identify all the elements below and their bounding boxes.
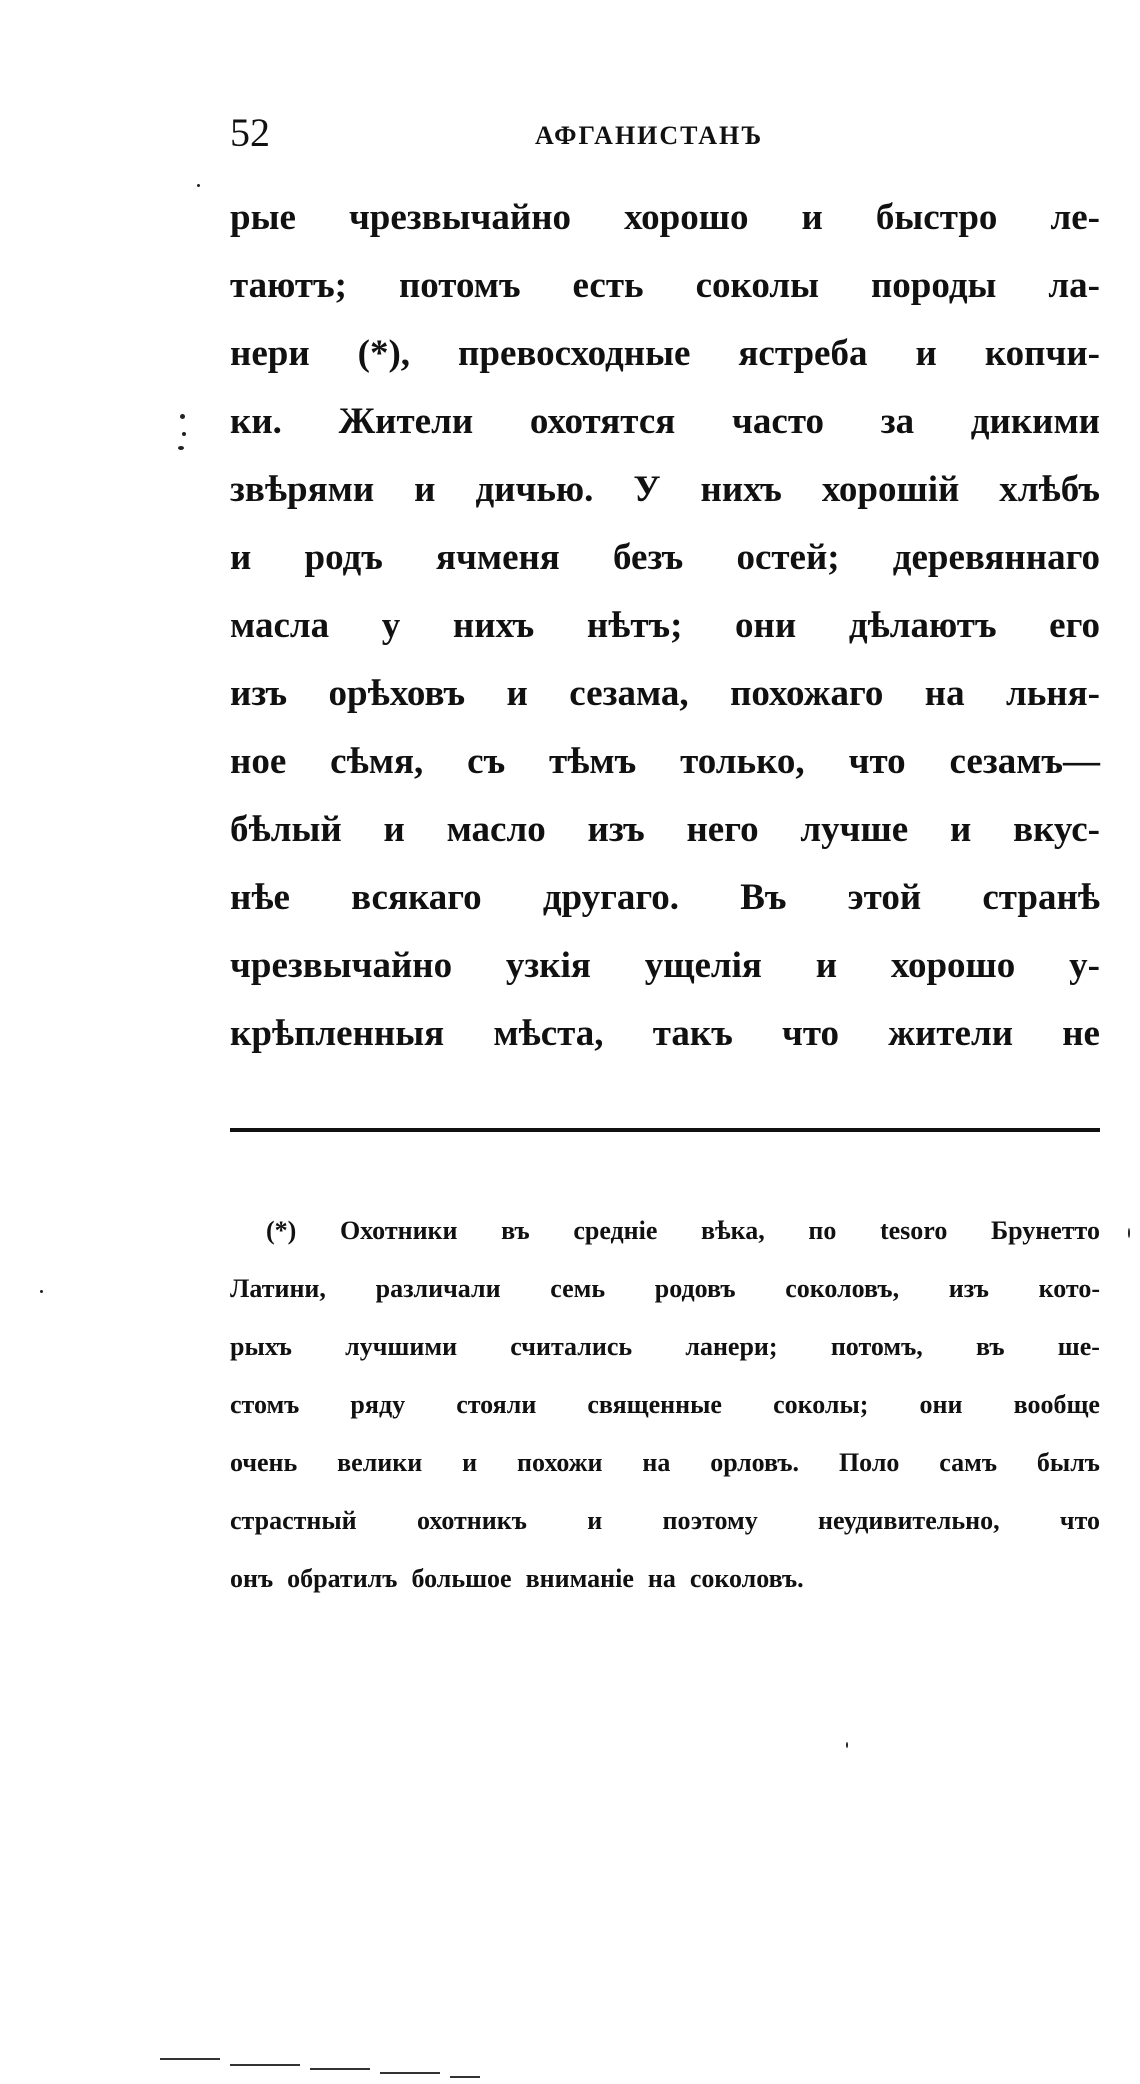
word: что — [1059, 1506, 1100, 1535]
word: кото- — [1038, 1274, 1100, 1303]
word: стомъ — [230, 1390, 300, 1419]
word: нѣе — [230, 877, 290, 918]
text-line — [230, 456, 1100, 524]
word: и — [587, 1506, 603, 1535]
word: быстро — [875, 197, 998, 238]
word: семь — [550, 1274, 606, 1303]
word: Брунетто — [990, 1216, 1100, 1245]
word: ряду — [350, 1390, 406, 1419]
word: онъ — [230, 1564, 274, 1593]
word: соколы; — [773, 1390, 869, 1419]
word: Латини, — [230, 1274, 326, 1303]
word: орловъ. — [710, 1448, 800, 1477]
word: сезама, — [569, 673, 689, 714]
word: Охотники — [339, 1216, 458, 1245]
word: потомъ, — [830, 1332, 923, 1361]
word: масло — [446, 809, 546, 850]
footnote-line — [230, 1434, 1100, 1492]
word: такъ — [652, 1013, 733, 1054]
word: вѣка, — [701, 1216, 765, 1245]
word: часто — [732, 401, 825, 442]
word: tesoro — [879, 1216, 948, 1245]
word: У — [633, 469, 661, 510]
text-line — [230, 1000, 1100, 1068]
word: лучше — [800, 809, 909, 850]
text-line — [230, 932, 1100, 1000]
word: и — [383, 809, 405, 850]
footnote-line — [230, 1492, 1100, 1550]
word: очень — [230, 1448, 298, 1477]
bottom-scan-mark — [230, 2064, 300, 2066]
word: ле- — [1050, 197, 1100, 238]
word: нѣтъ; — [586, 605, 683, 646]
footnote-divider — [230, 1128, 1100, 1132]
word: ше- — [1057, 1332, 1100, 1361]
word: странѣ — [982, 877, 1100, 918]
text-line — [230, 728, 1100, 796]
word: они — [735, 605, 797, 646]
word: за — [880, 401, 915, 442]
word: что — [848, 741, 906, 782]
word: родъ — [304, 537, 383, 578]
word: жители — [888, 1013, 1014, 1054]
word: бѣлый — [230, 809, 342, 850]
word: изъ — [948, 1274, 989, 1303]
text-line — [230, 388, 1100, 456]
word: у — [381, 605, 401, 646]
word: и — [414, 469, 436, 510]
margin-speck — [197, 184, 200, 187]
word: дѣлаютъ — [848, 605, 997, 646]
word: и — [506, 673, 528, 714]
word: Поло — [838, 1448, 900, 1477]
word: поэтому — [662, 1506, 758, 1535]
word: ла- — [1048, 265, 1100, 306]
word: нихъ — [452, 605, 535, 646]
word: дикими — [970, 401, 1100, 442]
word: только, — [680, 741, 805, 782]
bottom-scan-mark — [380, 2072, 440, 2074]
word: хорошо — [890, 945, 1016, 986]
word: таютъ; — [230, 265, 347, 306]
word: льня- — [1005, 673, 1100, 714]
footnote — [230, 1202, 1100, 1608]
word: средніе — [573, 1216, 658, 1245]
word: рыхъ — [230, 1332, 292, 1361]
word: деревяннаго — [892, 537, 1100, 578]
word: не — [1062, 1013, 1100, 1054]
bottom-scan-mark — [160, 2058, 220, 2060]
word: у- — [1069, 945, 1100, 986]
word: тѣмъ — [549, 741, 637, 782]
word: соколовъ. — [689, 1564, 804, 1593]
word: охотникъ — [417, 1506, 527, 1535]
word: этой — [847, 877, 922, 918]
margin-speck — [40, 1290, 43, 1293]
word: лучшими — [345, 1332, 458, 1361]
word: сѣмя, — [330, 741, 424, 782]
word: мѣста, — [493, 1013, 604, 1054]
word: звѣрями — [230, 469, 375, 510]
word: крѣпленныя — [230, 1013, 445, 1054]
word: остей; — [736, 537, 840, 578]
word: обратилъ — [287, 1564, 398, 1593]
word: хорошо — [624, 197, 749, 238]
word: и — [949, 809, 972, 850]
word: орѣховъ — [328, 673, 466, 714]
word: него — [686, 809, 759, 850]
word: другаго. — [542, 877, 680, 918]
word: различали — [375, 1274, 501, 1303]
footnote-line — [230, 1550, 1100, 1608]
word: родовъ — [654, 1274, 736, 1303]
word: Въ — [740, 877, 787, 918]
page-header — [230, 108, 1100, 158]
word: масла — [230, 605, 330, 646]
footnote-line — [230, 1202, 1100, 1260]
word: и — [230, 537, 252, 578]
word: вообще — [1013, 1390, 1100, 1419]
word: вниманіе — [525, 1564, 634, 1593]
word: что — [781, 1013, 840, 1054]
text-line — [230, 864, 1100, 932]
word: и — [815, 945, 838, 986]
text-line — [230, 252, 1100, 320]
bottom-scan-mark — [310, 2068, 370, 2070]
word: вкус- — [1013, 809, 1100, 850]
margin-speck — [180, 414, 185, 419]
running-title: АФГАНИСТАНЪ — [535, 121, 764, 150]
word: священные — [587, 1390, 722, 1419]
page-number: 52 — [230, 110, 270, 155]
word: нихъ — [700, 469, 782, 510]
word: соколы — [695, 265, 819, 306]
word: копчи- — [984, 333, 1100, 374]
word: похожаго — [730, 673, 884, 714]
margin-speck — [182, 432, 186, 436]
word: (*) — [266, 1216, 297, 1245]
word: узкія — [505, 945, 591, 986]
word: ланери; — [685, 1332, 778, 1361]
text-line — [230, 660, 1100, 728]
main-text — [230, 184, 1100, 1068]
word: ное — [230, 741, 287, 782]
margin-speck — [1128, 1228, 1130, 1238]
word: превосходные — [458, 333, 691, 374]
word: стояли — [456, 1390, 537, 1419]
word: велики — [337, 1448, 423, 1477]
word: ястреба — [738, 333, 868, 374]
text-line — [230, 796, 1100, 864]
word: и — [915, 333, 937, 374]
word: (*), — [357, 333, 411, 374]
word: потомъ — [398, 265, 521, 306]
word: въ — [976, 1332, 1005, 1361]
footnote-line — [230, 1260, 1100, 1318]
word: хорошій — [821, 469, 960, 510]
word: съ — [467, 741, 506, 782]
word: на — [924, 673, 965, 714]
bottom-scan-mark — [450, 2076, 480, 2078]
word: на — [647, 1564, 676, 1593]
word: изъ — [587, 809, 645, 850]
word: дичью. — [475, 469, 594, 510]
word: соколовъ, — [785, 1274, 900, 1303]
word: чрезвычайно — [230, 945, 453, 986]
word: былъ — [1036, 1448, 1100, 1477]
word: всякаго — [351, 877, 482, 918]
word: есть — [572, 265, 644, 306]
word: нери — [230, 333, 310, 374]
word: его — [1049, 605, 1100, 646]
word: охотятся — [529, 401, 676, 442]
word: по — [808, 1216, 837, 1245]
text-line — [230, 320, 1100, 388]
word: большое — [411, 1564, 512, 1593]
word: ущелія — [644, 945, 762, 986]
word: ки. — [230, 401, 282, 442]
word: безъ — [613, 537, 684, 578]
text-line — [230, 184, 1100, 252]
footnote-line — [230, 1318, 1100, 1376]
word: рые — [230, 197, 296, 238]
margin-speck — [846, 1742, 848, 1748]
word: породы — [870, 265, 997, 306]
word: хлѣбъ — [999, 469, 1100, 510]
text-line — [230, 592, 1100, 660]
word: Жители — [338, 401, 474, 442]
text-line — [230, 524, 1100, 592]
word: изъ — [230, 673, 288, 714]
word: страстный — [230, 1506, 357, 1535]
word: считались — [510, 1332, 633, 1361]
word: похожи — [516, 1448, 603, 1477]
word: самъ — [939, 1448, 998, 1477]
word: они — [919, 1390, 963, 1419]
footnote-line — [230, 1376, 1100, 1434]
word: ячменя — [435, 537, 560, 578]
word: неудивительно, — [818, 1506, 1000, 1535]
word: въ — [501, 1216, 530, 1245]
word: и — [462, 1448, 478, 1477]
margin-speck — [178, 446, 184, 450]
word: и — [801, 197, 823, 238]
word: чрезвычайно — [348, 197, 572, 238]
word: на — [642, 1448, 671, 1477]
word: сезамъ— — [949, 741, 1100, 782]
